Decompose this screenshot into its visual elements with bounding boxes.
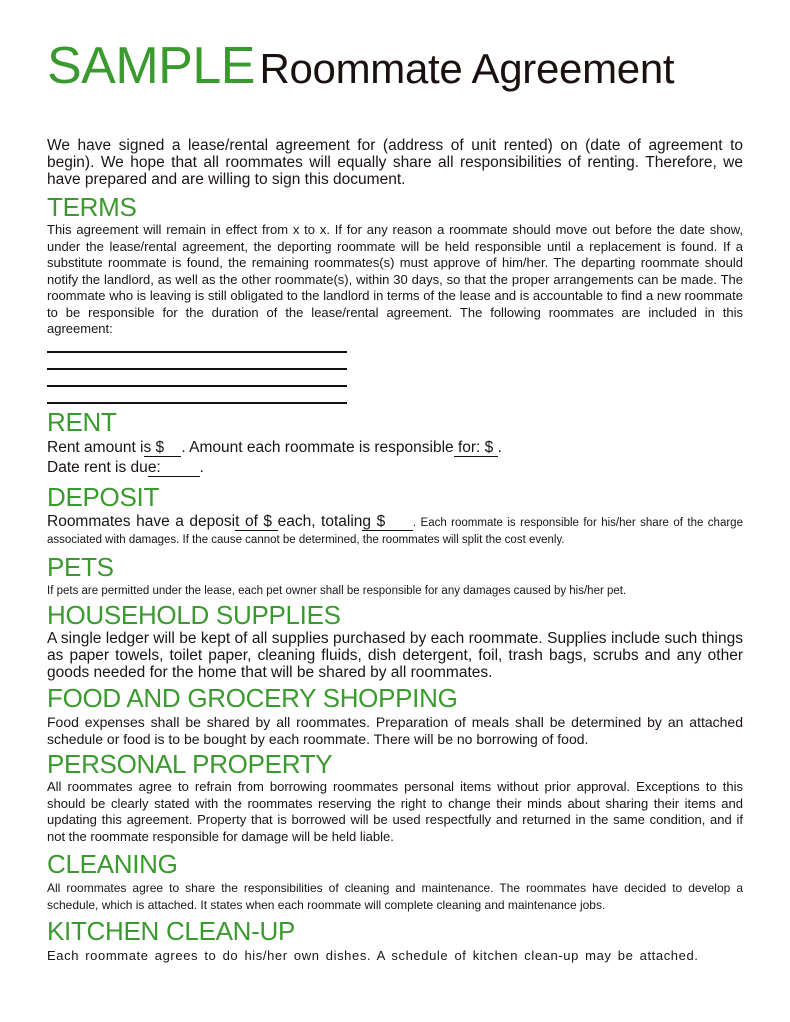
intro-paragraph: We have signed a lease/rental agreement for (address of unit rented) on (date of agreement to begin). We hope that all roommates will equally share all responsibilities of renting. Therefore, we have prepared and are willing to sign this document. [47,137,743,188]
section-kitchen [47,918,743,965]
deposit-text: each, totalin [277,513,363,530]
heading-personal-property: PERSONAL PROPERTY [47,749,333,779]
rent-text: Rent amount i [47,439,144,456]
rent-line-2 [47,459,743,476]
heading-cleaning: CLEANING [47,849,178,879]
section-food [47,685,743,748]
signature-line-1[interactable] [47,351,347,353]
household-body: A single ledger will be kept of all supplies purchased by each roommate. Supplies include such things as paper towels, toilet paper, cleaning fluids, dish detergent, foil, trash bags, scrubs and any other goods needed for the home that will be shared by all roommates. [47,630,743,681]
cleaning-body: All roommates agree to share the responsibilities of cleaning and maintenance. The roommates have decided to develop a schedule, which is attached. It states when each roommate will complete cleaning and maintenance jobs. [47,881,743,912]
signature-line-4[interactable] [47,402,347,404]
deposit-body [47,513,743,549]
section-cleaning [47,851,743,914]
rent-amount-blank[interactable]: s $ [143,439,182,456]
heading-deposit: DEPOSIT [47,482,160,512]
rent-due-text: Date rent is du [47,459,148,476]
title-rest: Roommate Agreement [259,45,675,92]
section-household-supplies [47,602,743,681]
signature-line-2[interactable] [47,368,347,370]
signature-line-3[interactable] [47,385,347,387]
section-deposit [47,484,743,549]
deposit-total-blank[interactable]: g $ [362,513,413,530]
deposit-small-text: Each roommate is responsible for his/her share of the charge associated with damages. If the cause cannot be determined, the roommates will split the cost evenly. [47,517,743,546]
rent-line-1 [47,439,743,456]
heading-terms: TERMS [47,192,137,222]
personal-body: All roommates agree to refrain from borrowing roommates personal items without prior approval. Exceptions to this should be clearly stated with the roommates reserving the right to change their minds about sharing their items and updating this agreement. Property that is borrowed will be used respectfully and returned in the same condition, and if not the roommate responsible for damage will be held liable. [47,779,743,844]
section-personal-property [47,751,743,845]
rent-text: . [497,439,502,456]
heading-household-supplies: HOUSEHOLD SUPPLIES [47,600,341,630]
document-title [47,37,675,95]
heading-rent: RENT [47,407,117,437]
rent-text: . [199,459,204,476]
food-body: Food expenses shall be shared by all roommates. Preparation of meals shall be determined by an attached schedule or food is to be bought by each roommate. There will be no borrowing of food. [47,714,743,747]
deposit-text: Roommates have a deposi [47,513,236,530]
section-pets [47,554,743,599]
deposit-each-blank[interactable]: t of $ [235,513,278,530]
heading-kitchen: KITCHEN CLEAN-UP [47,916,296,946]
rent-due-blank[interactable]: e: [147,459,200,476]
deposit-text: . [412,517,417,529]
section-terms [47,194,743,338]
pets-body: If pets are permitted under the lease, each pet owner shall be responsible for any damages caused by his/her pet. [47,585,627,597]
rent-text: . Amount each roommate is responsible [181,439,454,456]
section-rent [47,409,743,476]
heading-pets: PETS [47,552,114,582]
heading-food: FOOD AND GROCERY SHOPPING [47,683,458,713]
kitchen-body: Each roommate agrees to do his/her own dishes. A schedule of kitchen clean-up may be attached. [47,948,699,963]
rent-share-blank[interactable]: for: $ [453,439,498,456]
title-sample: SAMPLE [47,37,255,95]
terms-body: This agreement will remain in effect from x to x. If for any reason a roommate should move out before the date show, under the lease/rental agreement, the deporting roommate will be held responsible until a replacement is found. If a substitute roommate is found, the remaining roommates(s) must approve of him/her. The departing roommate should notify the landlord, as well as the other roommate(s), within 30 days, so that the proper arrangements can be made. The roommate who is leaving is still obligated to the landlord in terms of the lease and is accountable to find a new roommate to be responsible for the duration of the lease/rental agreement. The following roommates are included in this agreement: [47,222,743,336]
